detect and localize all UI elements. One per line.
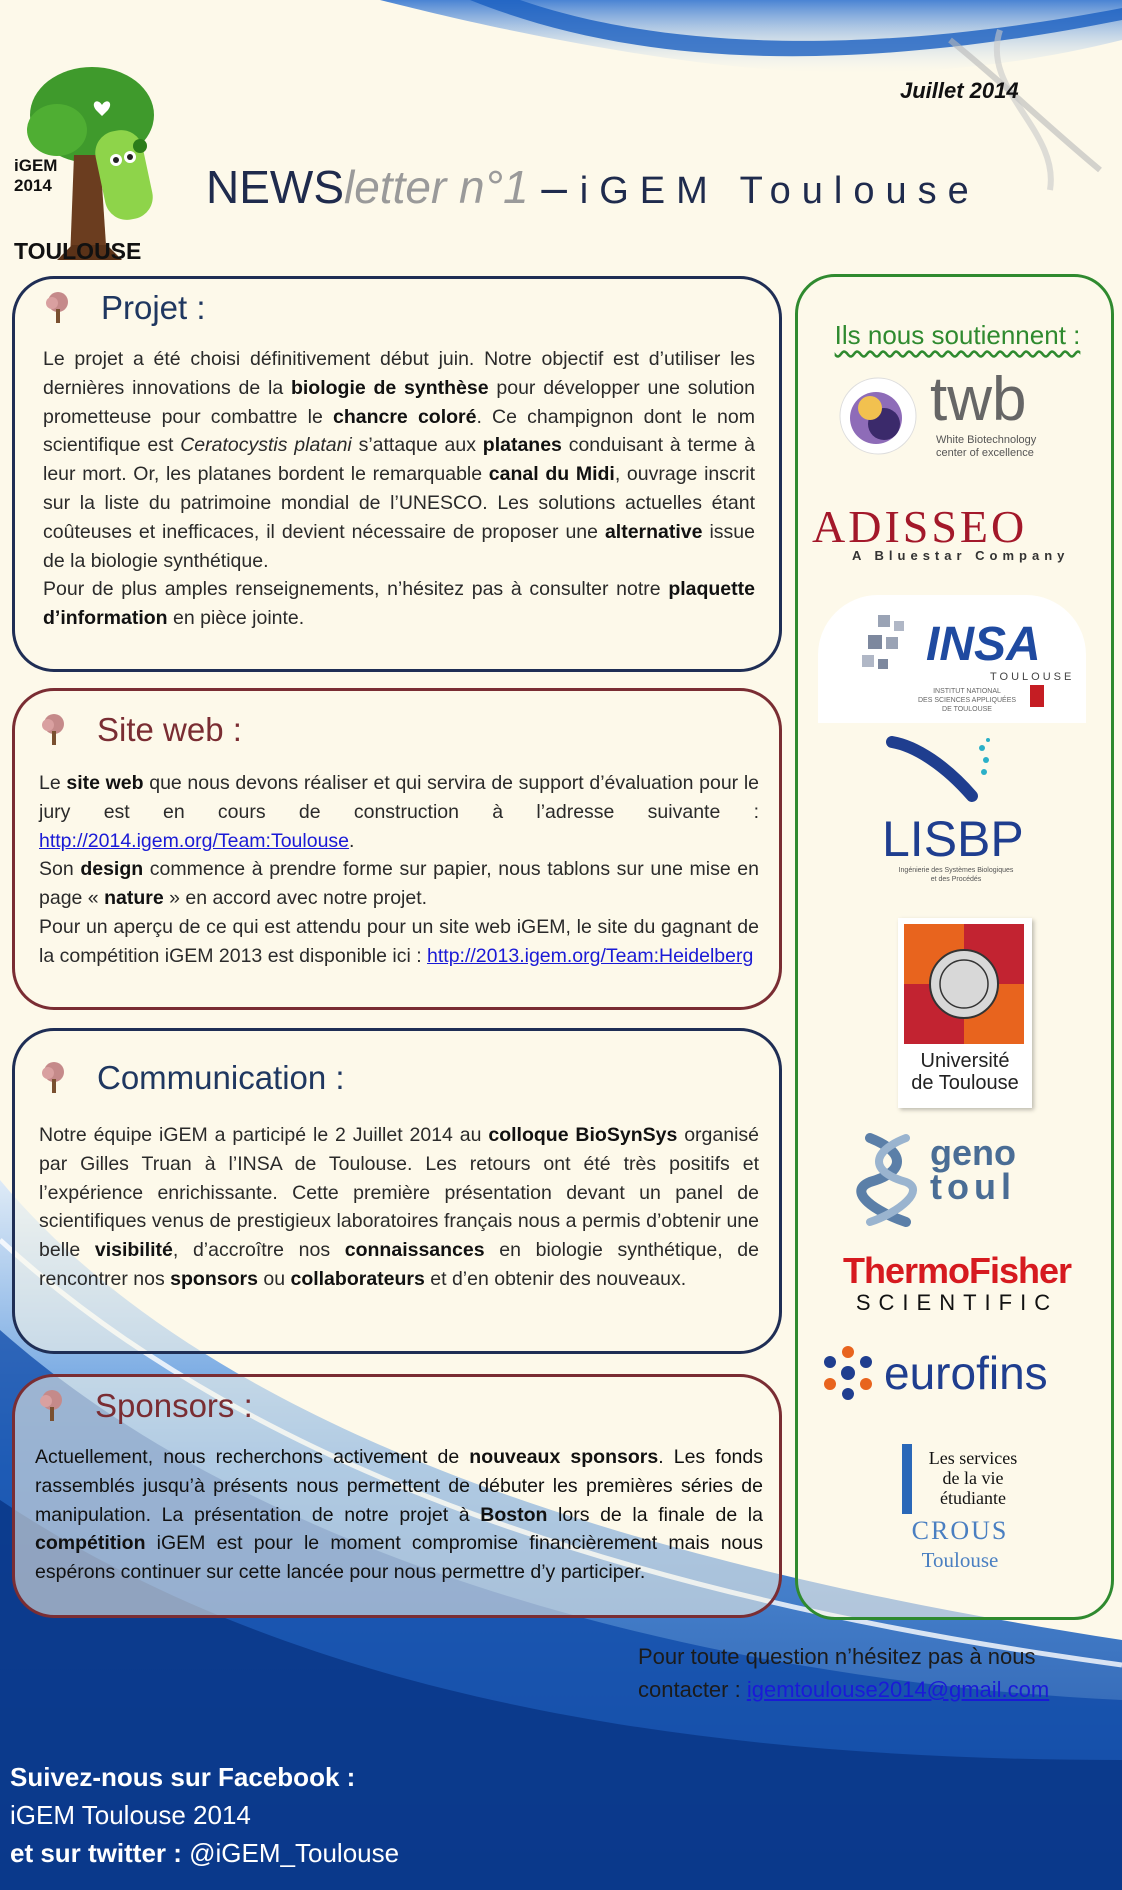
title-letter: letter n°1: [344, 161, 529, 213]
contact-email-link[interactable]: igemtoulouse2014@gmail.com: [746, 1677, 1050, 1702]
sponsors-section: [12, 1374, 782, 1618]
projet-body: [43, 345, 755, 633]
insa-city: TOULOUSE: [990, 671, 1075, 683]
newsletter-date: Juillet 2014: [900, 78, 1019, 103]
communication-section: [12, 1028, 782, 1354]
sponsors-heading: [37, 1387, 253, 1425]
facebook-label: Suivez-nous sur Facebook :: [10, 1762, 356, 1792]
lisbp-subtitle-2: et des Procédés: [930, 876, 982, 883]
title-news: NEWS: [206, 161, 344, 213]
igem-toulouse-logo: [12, 60, 162, 270]
genotoul-line-2: toul: [930, 1166, 1016, 1207]
eurofins-logo: [818, 1344, 1098, 1404]
thermofisher-name: ThermoFisher: [842, 1250, 1072, 1291]
twb-subtitle-2: center of excellence: [936, 447, 1034, 459]
site-body: [39, 769, 759, 971]
logo-toulouse-text: TOULOUSE: [14, 238, 142, 264]
universite-seal-icon: [904, 924, 1024, 1044]
supporters-heading: Ils nous soutiennent :: [834, 320, 1081, 350]
social-block: [10, 1758, 399, 1872]
eurofins-name: eurofins: [884, 1347, 1048, 1399]
twb-subtitle-1: White Biotechnology: [936, 434, 1037, 446]
site-title: Site web :: [97, 711, 242, 748]
crous-city: Toulouse: [921, 1548, 999, 1572]
genotoul-line-1: geno: [930, 1132, 1016, 1173]
logo-igem-text: iGEM: [14, 156, 58, 175]
communication-body: [39, 1121, 759, 1294]
twb-name: twb: [930, 365, 1027, 434]
projet-paragraph-2: Pour de plus amples renseignements, n’hésitez pas à consulter notre plaquette d’information en pièce jointe.: [43, 578, 755, 630]
insa-badge-icon: [1030, 685, 1044, 707]
logo-year-text: 2014: [14, 176, 52, 195]
site-paragraph-3: Pour un aperçu de ce qui est attendu pour un site web iGEM, le site du gagnant de la compétition iGEM 2013 est disponible ici : http://2013.igem.org/Team:Heidelberg: [39, 915, 759, 967]
twb-emblem-icon: [838, 372, 918, 460]
lisbp-swoosh-icon: [886, 736, 996, 816]
insa-name: INSA: [926, 618, 1041, 671]
site-paragraph-2: Son design commence à prendre forme sur papier, nous tablons sur une mise en page « nature » en accord avec notre projet.: [39, 858, 759, 910]
lisbp-name: LISBP: [882, 811, 1024, 867]
crous-line-1: Les services: [928, 1448, 1018, 1468]
team-heidelberg-link[interactable]: http://2013.igem.org/Team:Heidelberg: [427, 944, 754, 967]
eurofins-dots-icon: [818, 1344, 878, 1404]
lisbp-logo: [872, 736, 1032, 886]
contact-block: [638, 1640, 1049, 1706]
contact-line-1: Pour toute question n’hésitez pas à nous: [638, 1644, 1036, 1669]
adisseo-subtitle: A Bluestar Company: [852, 548, 1070, 563]
adisseo-name: ADISSEO: [812, 501, 1028, 552]
universite-line-2: de Toulouse: [911, 1072, 1019, 1094]
thermofisher-logo: [822, 1252, 1092, 1332]
thermofisher-subtitle: SCIENTIFIC: [855, 1290, 1059, 1315]
crous-name: CROUS: [911, 1516, 1009, 1545]
communication-paragraph-1: Notre équipe iGEM a participé le 2 Juillet 2014 au colloque BioSynSys organisé par Gilles Truan à l’INSA de Toulouse. Les retours ont été très positifs et l’expérience enrichissante. Cette première présentation devant un panel de scientifiques venus de prestigieux laboratoires français nous a permis d’obtenir une belle visibilité, d’accroître nos connaissances en biologie synthétique, de rencontrer nos sponsors ou collaborateurs et d’en obtenir des nouveaux.: [39, 1124, 760, 1290]
small-tree-icon: [39, 713, 69, 747]
twitter-handle[interactable]: @iGEM_Toulouse: [189, 1838, 400, 1868]
genotoul-helix-icon: [856, 1132, 922, 1228]
genotoul-logo: [856, 1132, 1046, 1228]
sponsors-body: [35, 1443, 763, 1587]
projet-section: [12, 276, 782, 672]
small-tree-icon: [37, 1389, 67, 1423]
site-paragraph-1: Le site web que nous devons réaliser et qui servira de support d’évaluation pour le jury est en cours de construction à l’adresse suivante : http://2014.igem.org/Team:Toulouse.: [39, 772, 759, 852]
twb-logo: [838, 365, 1068, 462]
crous-logo: [880, 1440, 1040, 1580]
title-team: iGEM Toulouse: [579, 170, 980, 212]
projet-title: Projet :: [101, 289, 206, 326]
insa-line-4: DE TOULOUSE: [942, 706, 992, 713]
contact-line-2: contacter : igemtoulouse2014@gmail.com: [638, 1677, 1050, 1702]
crous-line-3: étudiante: [940, 1488, 1006, 1508]
crous-line-2: de la vie: [942, 1468, 1004, 1488]
universite-toulouse-logo: [898, 918, 1032, 1108]
title-dash: –: [528, 161, 580, 213]
communication-heading: [39, 1059, 345, 1097]
projet-paragraph-1: Le projet a été choisi définitivement début juin. Notre objectif est d’utiliser les dernières innovations de la biologie de synthèse pour développer une solution prometteuse pour combattre le chancre coloré. Ce champignon dont le nom scientifique est Ceratocystis platani s’attaque aux platanes conduisant à terme à leur mort. Or, les platanes bordent le remarquable canal du Midi, ouvrage inscrit sur la liste du patrimoine mondial de l’UNESCO. Les solutions actuelles étant coûteuses et inefficaces, il devient nécessaire de proposer une alternative issue de la biologie synthétique.: [43, 348, 756, 572]
site-heading: [39, 711, 242, 749]
communication-title: Communication :: [97, 1059, 345, 1096]
twitter-label: et sur twitter :: [10, 1838, 190, 1868]
projet-heading: [43, 289, 206, 327]
small-tree-icon: [39, 1061, 69, 1095]
team-toulouse-link[interactable]: http://2014.igem.org/Team:Toulouse: [39, 829, 350, 852]
site-web-section: [12, 688, 782, 1010]
sponsors-paragraph-1: Actuellement, nous recherchons activement de nouveaux sponsors. Les fonds rassemblés jusqu’à présents nous permettent de débuter les premières séries de manipulation. La présentation de notre projet à Boston lors de la finale de la compétition iGEM est pour le moment compromise financièrement mais nous espérons continuer sur cette lancée pour nous permettre d’y participer.: [35, 1446, 763, 1584]
adisseo-logo: [812, 500, 1094, 570]
lisbp-subtitle-1: Ingénierie des Systèmes Biologiques: [898, 867, 1014, 874]
small-tree-icon: [43, 291, 73, 325]
insa-line-3: DES SCIENCES APPLIQUÉES: [918, 697, 1017, 704]
facebook-page-name[interactable]: iGEM Toulouse 2014: [10, 1800, 251, 1830]
insa-line-2: INSTITUT NATIONAL: [933, 688, 1001, 695]
universite-line-1: Université: [920, 1050, 1010, 1072]
newsletter-title: [206, 160, 980, 214]
sponsors-title: Sponsors :: [95, 1387, 253, 1424]
insa-logo: [818, 595, 1086, 723]
